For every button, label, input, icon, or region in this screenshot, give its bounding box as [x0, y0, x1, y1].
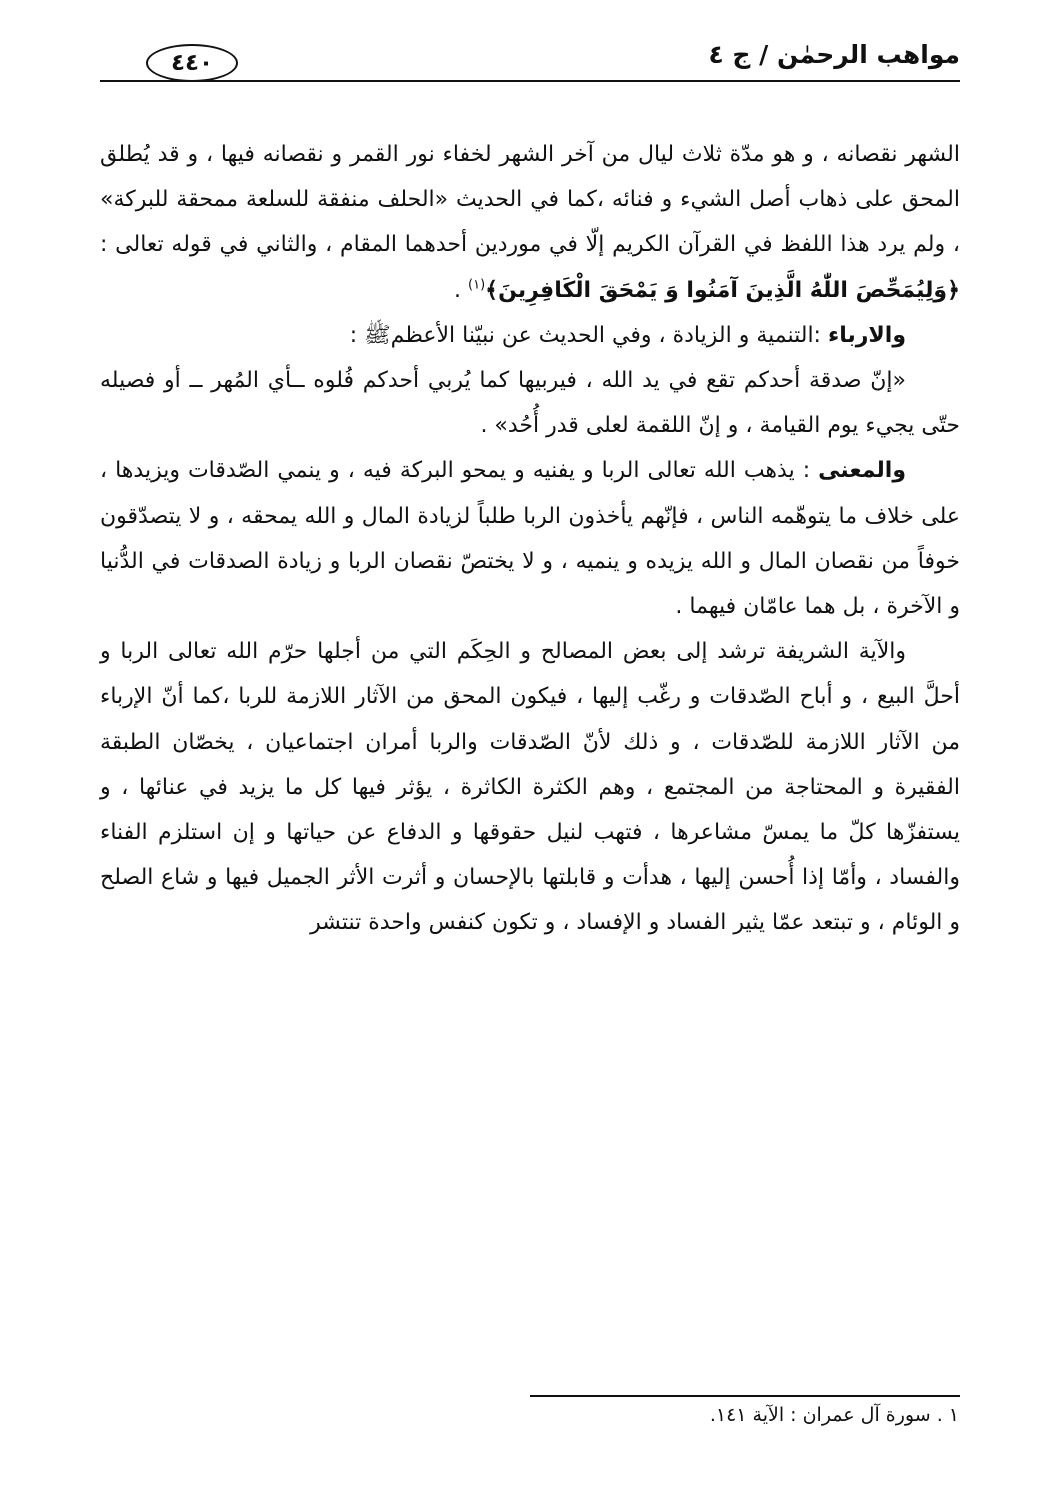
footnote-reference: (١)	[468, 277, 486, 293]
paragraph-5: والآية الشريفة ترشد إلى بعض المصالح و الحِكَم التي من أجلها حرّم الله تعالى الربا و أحلَّ البيع ، و أباح الصّدقات و رغّب إليها ، فيكون المحق من الآثار اللازمة للربا ،كما أنّ الإرباء من الآثار اللازمة للصّدقات ، و ذلك لأنّ الصّدقات والربا أمران اجتماعيان ، يخصّان الطبقة الفقيرة و المحتاجة من المجتمع ، وهم الكثرة الكاثرة ، يؤثر فيها كل ما يزيد في عنائها ، و يستفزّها كلّ ما يمسّ مشاعرها ، فتهب لنيل حقوقها و الدفاع عن حياتها و إن استلزم الفناء والفساد ، وأمّا إذا أُحسن إليها ، هدأت و قابلتها بالإحسان و أثرت الأثر الجميل فيها و شاع الصلح و الوئام ، و تبتعد عمّا يثير الفساد و الإفساد ، و تكون كنفس واحدة تنتشر	[100, 639, 960, 936]
paragraph-4-text: : يذهب الله تعالى الربا و يفنيه و يمحو البركة فيه ، و ينمي الصّدقات ويزيدها ، على خلاف ما يتوهّمه الناس ، فإنّهم يأخذون الربا طلباً لزيادة المال و الله يمحقه ، و لا يتصدّقون خوفاً من نقصان المال و الله يزيده و ينميه ، و لا يختصّ نقصان الربا و زيادة الصدقات في الدُّنيا و الآخرة ، بل هما عامّان فيهما .	[100, 458, 960, 620]
page-number-badge: ٤٤٠	[146, 44, 238, 82]
term-irbaa: والارباء	[827, 322, 906, 348]
header-rule	[100, 80, 960, 82]
paragraph-1-end: .	[454, 277, 469, 303]
paragraph-3-hadith: «إنّ صدقة أحدكم تقع في يد الله ، فيربيها كما يُربي أحدكم فُلوه ــأي المُهر ــ أو فصيله حتّى يجيء يوم القيامة ، و إنّ اللقمة لعلى قدر أُحُد» .	[100, 368, 960, 439]
paragraph-1	[100, 132, 960, 313]
page-header	[100, 36, 960, 84]
footnote-rule	[530, 1395, 960, 1397]
footnote-1: ١ . سورة آل عمران : الآية ١٤١.	[709, 1404, 959, 1426]
quran-verse: ﴿وَلِيُمَحِّصَ اللّٰهُ الَّذِينَ آمَنُوا وَ يَمْحَقَ الْكَافِرِينَ﴾	[485, 277, 960, 303]
term-meaning: والمعنى	[818, 458, 906, 484]
body-text	[100, 132, 960, 946]
paragraph-2	[100, 313, 960, 358]
paragraph-4	[100, 448, 960, 629]
paragraph-1-text: الشهر نقصانه ، و هو مدّة ثلاث ليال من آخر الشهر لخفاء نور القمر و نقصانه فيها ، و قد يُطلق المحق على ذهاب أصل الشيء و فنائه ،كما في الحديث «الحلف منفقة للسلعة ممحقة للبركة» ، ولم يرد هذا اللفظ في القرآن الكريم إلّا في موردين أحدهما المقام ، والثاني في قوله تعالى :	[100, 142, 960, 258]
paragraph-2-text: :التنمية و الزيادة ، وفي الحديث عن نبيّنا الأعظمﷺ :	[349, 322, 828, 348]
running-title: مواهب الرحمٰن / ج ٤	[708, 40, 960, 69]
